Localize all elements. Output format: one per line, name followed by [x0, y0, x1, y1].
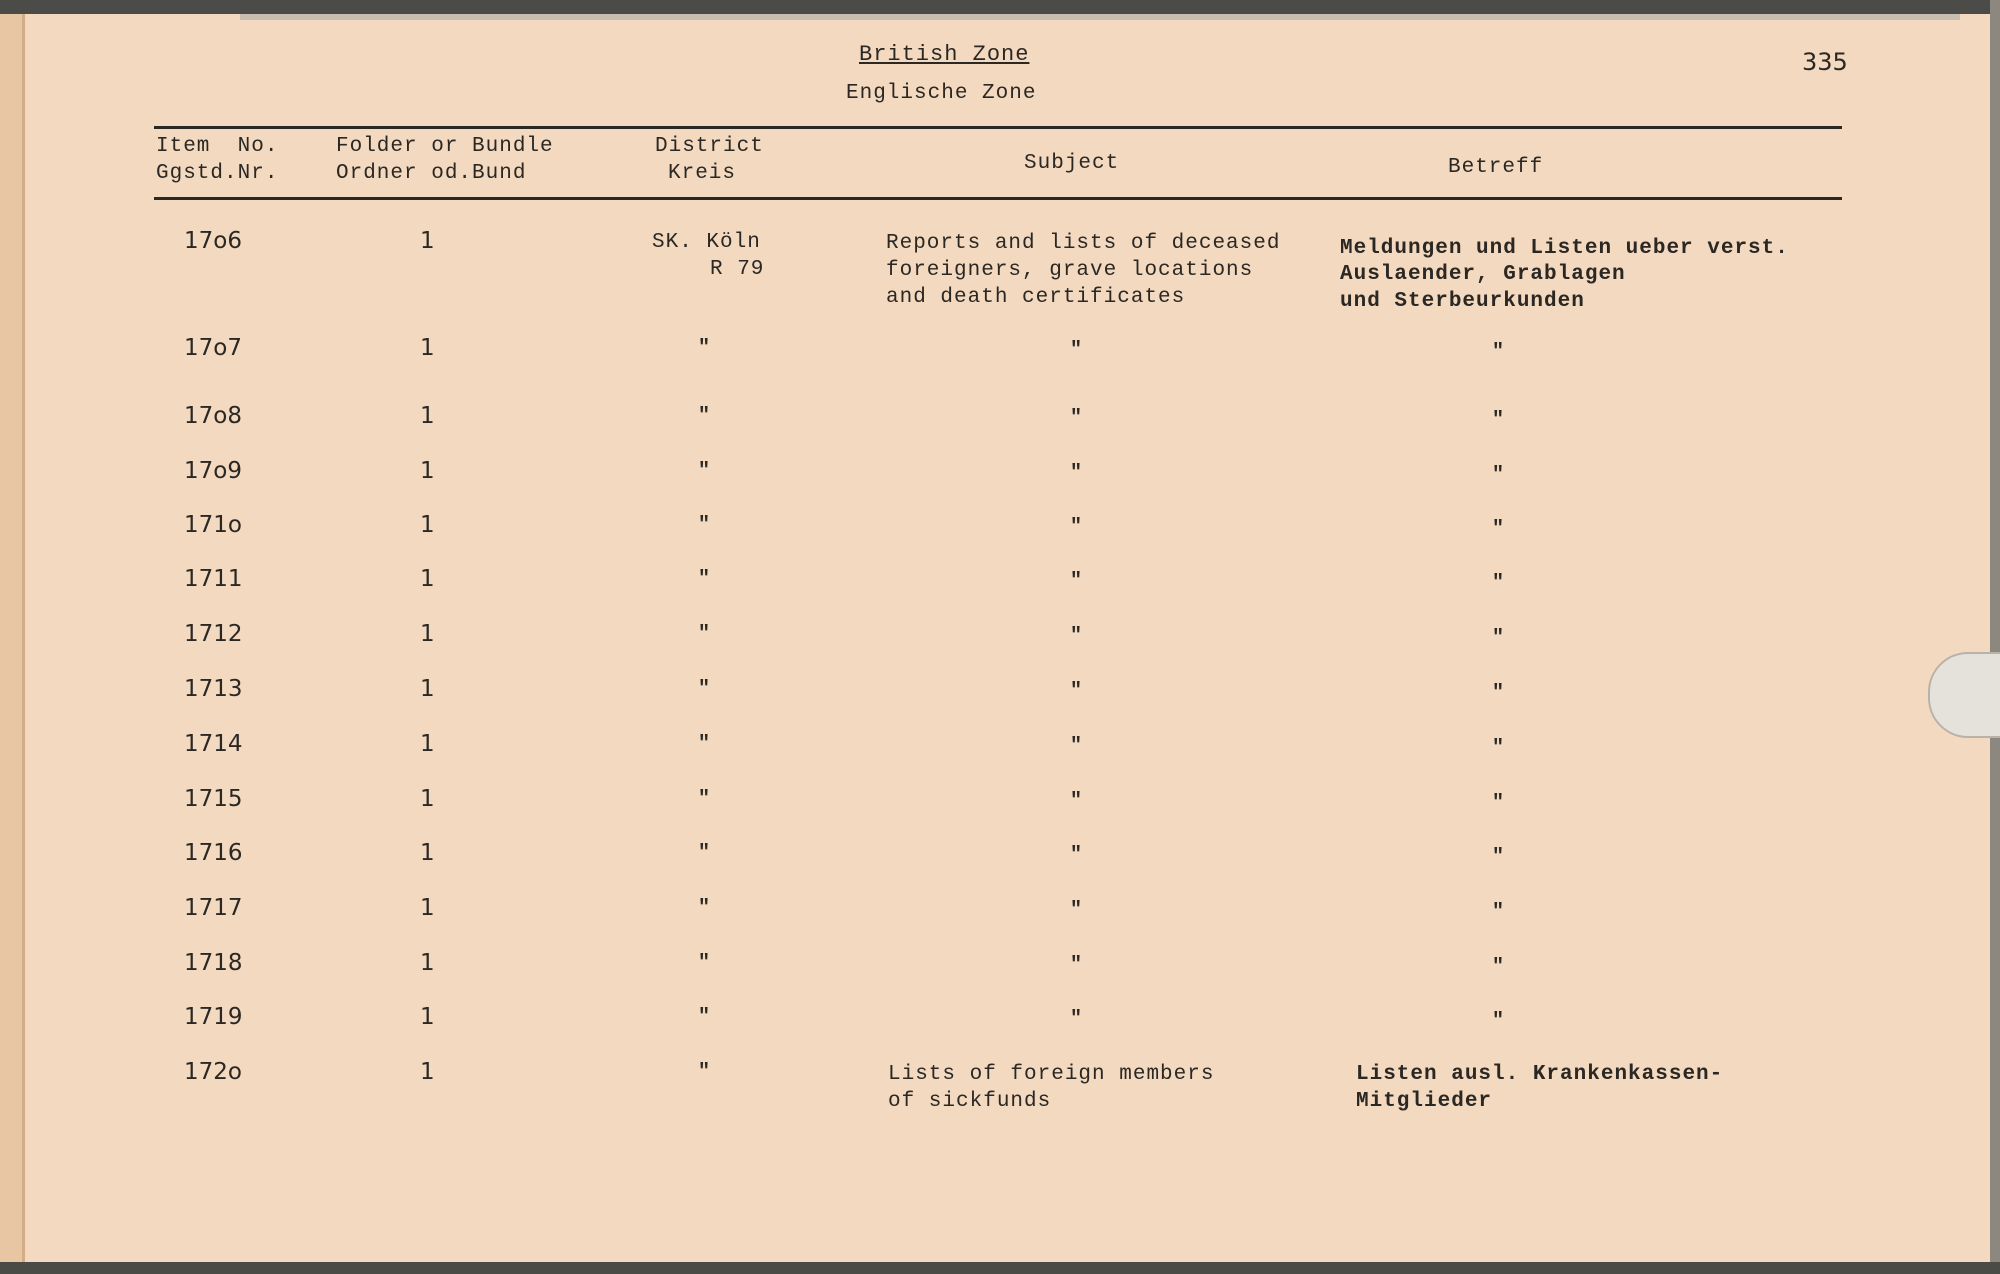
betreff-ditto: " [1492, 464, 1505, 487]
subject-ditto: " [1070, 680, 1083, 703]
betreff-ditto: " [1492, 792, 1505, 815]
item-number: 1718 [184, 950, 243, 976]
district-ditto: " [698, 1061, 711, 1084]
folder-count: 1 [420, 458, 435, 484]
top-border-shadow [240, 14, 1960, 20]
document-subtitle: Englische Zone [846, 82, 1037, 105]
betreff-ditto: " [1492, 901, 1505, 924]
item-number: 17o8 [184, 403, 242, 429]
item-number: 17o6 [184, 228, 242, 254]
item-number: 1715 [184, 786, 243, 812]
item-number: 1711 [184, 566, 243, 592]
subject-ditto: " [1070, 735, 1083, 758]
header-subject: Subject [1024, 152, 1120, 175]
folder-count: 1 [420, 676, 435, 702]
subject-ditto: " [1070, 625, 1083, 648]
subject-line: of sickfunds [888, 1090, 1052, 1113]
folder-count: 1 [420, 1004, 435, 1030]
folder-count: 1 [420, 228, 435, 254]
district-ditto: " [698, 568, 711, 591]
betreff-ditto: " [1492, 956, 1505, 979]
betreff-ditto: " [1492, 572, 1505, 595]
subject-line: and death certificates [886, 286, 1186, 309]
betreff-ditto: " [1492, 627, 1505, 650]
district-code: R 79 [710, 258, 765, 281]
header-bottom-rule [154, 197, 1842, 200]
item-number: 1717 [184, 895, 243, 921]
subject-ditto: " [1070, 516, 1083, 539]
header-item-en: Item No. [156, 135, 279, 158]
header-folder-de: Ordner od.Bund [336, 162, 527, 185]
betreff-line: Mitglieder [1356, 1090, 1493, 1113]
item-number: 1714 [184, 731, 243, 757]
item-number: 17o7 [184, 335, 242, 361]
district-ditto: " [698, 514, 711, 537]
page-number: 335 [1802, 48, 1848, 76]
district-ditto: " [698, 623, 711, 646]
district-ditto: " [698, 1006, 711, 1029]
district-ditto: " [698, 460, 711, 483]
betreff-line: Auslaender, Grablagen [1340, 263, 1626, 286]
betreff-ditto: " [1492, 341, 1505, 364]
header-district-de: Kreis [668, 162, 737, 185]
header-item-de: Ggstd.Nr. [156, 162, 279, 185]
subject-ditto: " [1070, 1008, 1083, 1031]
betreff-ditto: " [1492, 846, 1505, 869]
betreff-ditto: " [1492, 737, 1505, 760]
betreff-ditto: " [1492, 409, 1505, 432]
header-betreff: Betreff [1448, 156, 1544, 179]
item-number: 172o [184, 1059, 242, 1085]
betreff-ditto: " [1492, 518, 1505, 541]
folder-count: 1 [420, 621, 435, 647]
folder-count: 1 [420, 403, 435, 429]
document-title: British Zone [859, 42, 1030, 67]
header-folder-en: Folder or Bundle [336, 135, 554, 158]
betreff-line: und Sterbeurkunden [1340, 290, 1585, 313]
item-number: 1712 [184, 621, 243, 647]
header-district-en: District [655, 135, 764, 158]
folder-count: 1 [420, 840, 435, 866]
folder-count: 1 [420, 786, 435, 812]
district-ditto: " [698, 337, 711, 360]
page-tab [1928, 652, 2000, 738]
bottom-border [0, 1262, 2000, 1274]
page-binding [0, 0, 25, 1274]
item-number: 1716 [184, 840, 243, 866]
subject-line: Reports and lists of deceased [886, 232, 1281, 255]
folder-count: 1 [420, 731, 435, 757]
folder-count: 1 [420, 335, 435, 361]
subject-ditto: " [1070, 844, 1083, 867]
district-ditto: " [698, 842, 711, 865]
subject-line: Lists of foreign members [888, 1063, 1215, 1086]
folder-count: 1 [420, 566, 435, 592]
betreff-ditto: " [1492, 1010, 1505, 1033]
folder-count: 1 [420, 512, 435, 538]
subject-line: foreigners, grave locations [886, 259, 1254, 282]
district-name: SK. Köln [652, 231, 761, 254]
district-ditto: " [698, 788, 711, 811]
item-number: 1713 [184, 676, 243, 702]
subject-ditto: " [1070, 570, 1083, 593]
folder-count: 1 [420, 950, 435, 976]
subject-ditto: " [1070, 899, 1083, 922]
subject-ditto: " [1070, 954, 1083, 977]
betreff-ditto: " [1492, 682, 1505, 705]
subject-ditto: " [1070, 790, 1083, 813]
district-ditto: " [698, 405, 711, 428]
right-border [1990, 0, 2000, 1274]
item-number: 17o9 [184, 458, 242, 484]
district-ditto: " [698, 952, 711, 975]
subject-ditto: " [1070, 462, 1083, 485]
district-ditto: " [698, 897, 711, 920]
top-border [0, 0, 2000, 14]
item-number: 1719 [184, 1004, 243, 1030]
district-ditto: " [698, 733, 711, 756]
folder-count: 1 [420, 895, 435, 921]
subject-ditto: " [1070, 339, 1083, 362]
item-number: 171o [184, 512, 242, 538]
district-ditto: " [698, 678, 711, 701]
header-top-rule [154, 126, 1842, 129]
folder-count: 1 [420, 1059, 435, 1085]
subject-ditto: " [1070, 407, 1083, 430]
betreff-line: Meldungen und Listen ueber verst. [1340, 237, 1789, 260]
betreff-line: Listen ausl. Krankenkassen- [1356, 1063, 1724, 1086]
